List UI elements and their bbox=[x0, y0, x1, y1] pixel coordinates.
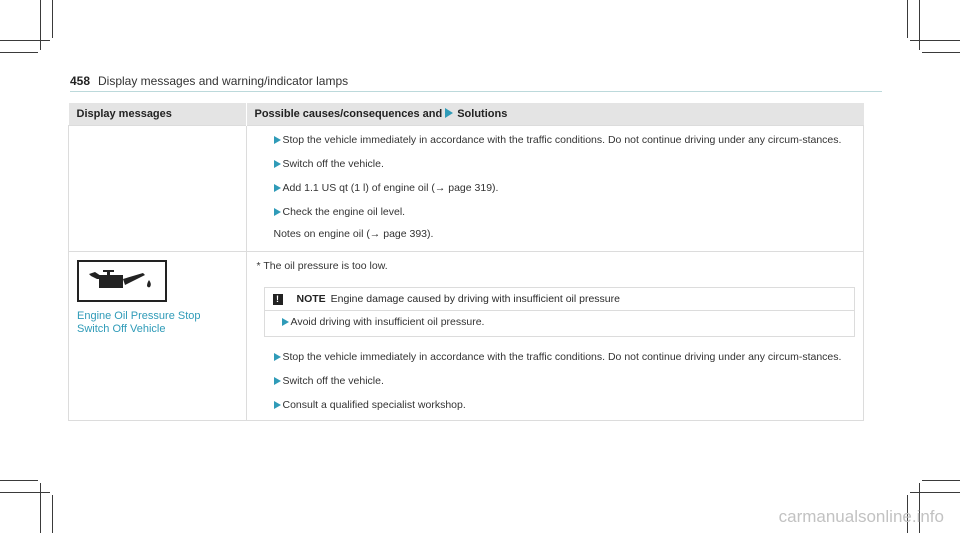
watermark: carmanualsonline.info bbox=[778, 507, 944, 526]
col-causes-label: Possible causes/consequences and bbox=[254, 108, 443, 120]
col-solutions-label: Solutions bbox=[457, 108, 508, 120]
arrow-right-icon bbox=[445, 108, 453, 118]
step-item: Switch off the vehicle. bbox=[257, 158, 854, 171]
col-causes-solutions bbox=[246, 103, 864, 126]
crop-mark bbox=[0, 40, 50, 41]
crop-mark bbox=[922, 480, 960, 481]
crop-mark bbox=[52, 495, 53, 533]
step-item: Check the engine oil level. bbox=[257, 206, 854, 219]
engine-oil-note: Notes on engine oil (→ page 393). bbox=[273, 228, 434, 240]
crop-mark bbox=[40, 0, 41, 50]
crop-mark bbox=[907, 0, 908, 38]
row2-message-cell bbox=[69, 252, 247, 421]
arrow-right-icon bbox=[274, 184, 281, 192]
cause-text: * The oil pressure is too low. bbox=[256, 260, 388, 272]
header-rule bbox=[70, 91, 882, 92]
crop-mark bbox=[52, 0, 53, 38]
arrow-right-icon bbox=[274, 136, 281, 144]
page-header-title: Display messages and warning/indicator lamps bbox=[98, 74, 349, 88]
step-item: Stop the vehicle immediately in accordance with the traffic conditions. Do not continue driving under any circum-stances. bbox=[257, 351, 854, 364]
crop-mark bbox=[0, 492, 50, 493]
crop-mark bbox=[919, 0, 920, 50]
oil-pressure-warning-icon bbox=[77, 260, 167, 302]
step-item: Stop the vehicle immediately in accordance with the traffic conditions. Do not continue driving under any circum-stances. bbox=[257, 134, 854, 147]
page-number: 458 bbox=[70, 74, 91, 88]
crop-mark bbox=[40, 483, 41, 533]
arrow-right-icon bbox=[274, 353, 281, 361]
arrow-right-icon bbox=[274, 160, 281, 168]
row2-solutions-cell bbox=[246, 252, 864, 421]
notice-label: NOTE bbox=[296, 293, 326, 305]
row1-message-cell bbox=[69, 126, 247, 252]
arrow-right-icon bbox=[274, 208, 281, 216]
arrow-right-icon bbox=[282, 318, 289, 326]
table-row bbox=[69, 252, 864, 421]
notice-step: Avoid driving with insufficient oil pressure. bbox=[265, 316, 855, 329]
crop-mark bbox=[910, 40, 960, 41]
crop-mark bbox=[922, 52, 960, 53]
engine-oil-pressure-message: Engine Oil Pressure Stop Switch Off Vehicle bbox=[77, 310, 201, 335]
step-item: Consult a qualified specialist workshop. bbox=[257, 399, 854, 412]
table-row bbox=[69, 126, 864, 252]
step-item: Add 1.1 US qt (1 l) of engine oil (→ page 319). bbox=[257, 182, 854, 195]
oil-can-icon bbox=[87, 267, 157, 293]
col-display-messages: Display messages bbox=[69, 103, 247, 126]
step-item: Switch off the vehicle. bbox=[257, 375, 854, 388]
crop-mark bbox=[0, 480, 38, 481]
arrow-right-icon bbox=[274, 401, 281, 409]
table-header-row bbox=[69, 103, 864, 126]
row1-solutions-cell bbox=[246, 126, 864, 252]
exclamation-icon: ! bbox=[273, 294, 283, 305]
notice-box bbox=[264, 287, 856, 337]
display-messages-table bbox=[68, 103, 864, 421]
notice-text: Engine damage caused by driving with insufficient oil pressure bbox=[330, 293, 620, 305]
arrow-right-icon bbox=[274, 377, 281, 385]
crop-mark bbox=[910, 492, 960, 493]
crop-mark bbox=[0, 52, 38, 53]
